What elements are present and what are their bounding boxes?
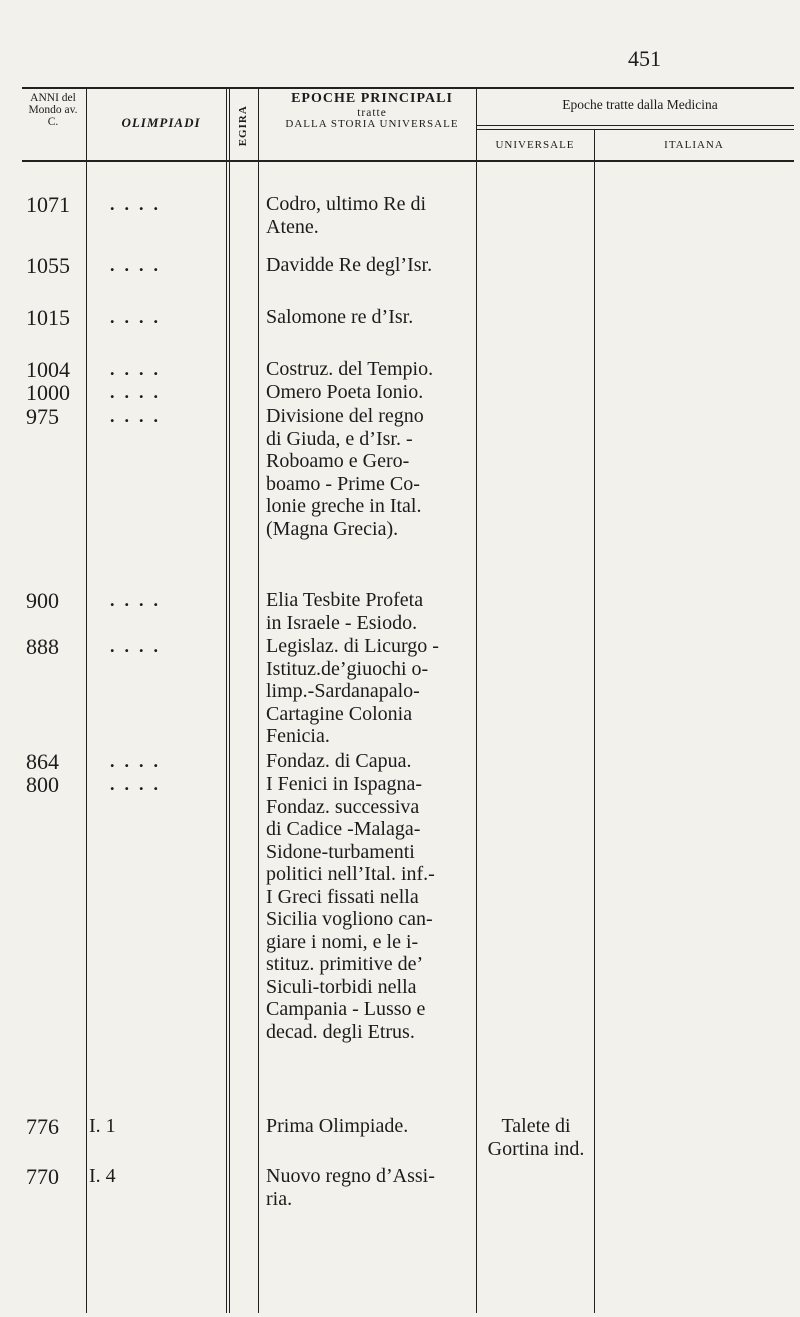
event-cell: Davidde Re degl’Isr. [266,254,433,276]
medicina-double-rule-1 [476,125,794,126]
year-cell: 864 [26,749,59,774]
event-cell: Nuovo regno d’Assi- ria. [266,1165,435,1210]
page-number: 451 [628,46,661,71]
year-cell: 770 [26,1164,59,1189]
olimpiade-cell: I. 4 [89,1165,116,1187]
olimpiade-cell: I. 1 [89,1115,116,1137]
top-rule [22,87,794,89]
event-cell: Prima Olimpiade. [266,1115,409,1137]
olimpiade-dots: .... [110,307,168,327]
header-universale: UNIVERSALE [495,139,575,151]
header-epoche-title: EPOCHE PRINCIPALI [291,91,453,106]
col-rule-egira [258,88,259,1313]
olimpiade-dots: .... [110,194,168,214]
olimpiade-dots: .... [110,751,168,771]
event-cell: I Fenici in Ispagna- Fondaz. successiva di Cadice -Malaga- Sidone-turbamenti politici nell’Ital. inf.- I Greci fissati nella Sicilia vogliono can- giare i nomi, e le i- stituz. primitive de’ Siculi-torbidi nella Campania - Lusso e decad. degli Etrus. [266,773,435,1043]
year-cell: 975 [26,404,59,429]
header-egira-text: EGIRA [237,105,250,147]
header-epoche [250,92,494,130]
olimpiade-dots: .... [110,359,168,379]
year-cell: 1015 [26,305,70,330]
header-bottom-rule [22,160,794,162]
header-olimpiadi: OLIMPIADI [121,115,201,130]
olimpiade-dots: .... [110,774,168,794]
event-cell: Omero Poeta Ionio. [266,381,424,403]
medicina-double-rule-2 [476,129,794,130]
olimpiade-dots: .... [110,406,168,426]
col-rule-olimp-a [226,88,227,1313]
year-cell: 888 [26,634,59,659]
year-cell: 900 [26,588,59,613]
col-rule-medicina [594,130,595,1313]
year-cell: 1004 [26,357,70,382]
year-cell: 1055 [26,253,70,278]
event-cell: Divisione del regno di Giuda, e d’Isr. - Roboamo e Gero- boamo - Prime Co- lonie greche in Ital. (Magna Grecia). [266,405,424,540]
header-epoche-sub2: DALLA STORIA UNIVERSALE [285,117,459,130]
medicina-universale-cell: Talete di Gortina ind. [487,1115,585,1160]
year-cell: 776 [26,1114,59,1139]
header-epoche-sub1: tratte [357,106,387,119]
event-cell: Elia Tesbite Profeta in Israele - Esiodo. [266,589,424,634]
event-cell: Salomone re d’Isr. [266,306,414,328]
olimpiade-dots: .... [110,255,168,275]
olimpiade-dots: .... [110,590,168,610]
event-cell: Costruz. del Tempio. [266,358,434,380]
olimpiade-dots: .... [110,382,168,402]
event-cell: Fondaz. di Capua. [266,750,412,772]
year-cell: 1071 [26,192,70,217]
header-anni: ANNI del Mondo av. C. [28,92,78,129]
year-cell: 1000 [26,380,70,405]
header-italiana: ITALIANA [664,139,724,151]
col-rule-olimp-b [229,88,230,1313]
event-cell: Legislaz. di Licurgo - Istituz.de’giuochi o- limp.-Sardanapalo- Cartagine Colonia Fenicia. [266,635,439,747]
year-cell: 800 [26,772,59,797]
event-cell: Codro, ultimo Re di Atene. [266,193,426,238]
header-medicina: Epoche tratte dalla Medicina [562,97,718,112]
olimpiade-dots: .... [110,636,168,656]
